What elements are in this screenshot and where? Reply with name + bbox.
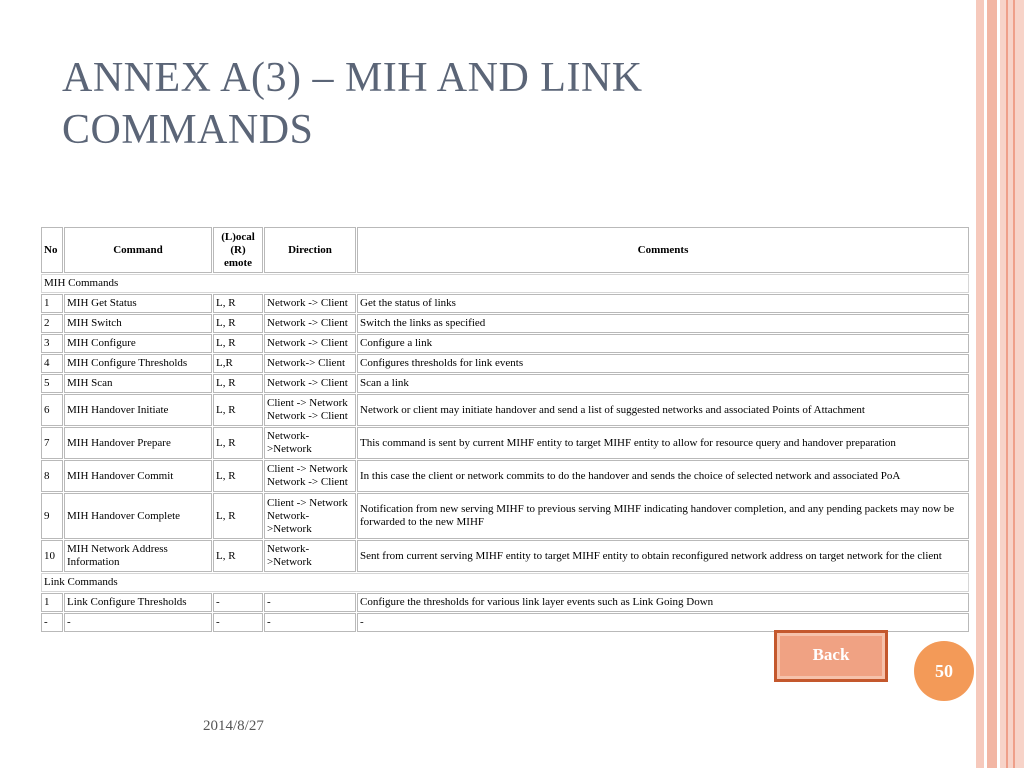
cell-command: MIH Configure bbox=[64, 334, 212, 353]
direction-line: - bbox=[267, 596, 271, 608]
cell-local-remote: L, R bbox=[213, 540, 263, 572]
cell-no: 7 bbox=[41, 427, 63, 459]
cell-command: MIH Switch bbox=[64, 314, 212, 333]
cell-direction bbox=[264, 427, 356, 459]
section-label-link: Link Commands bbox=[41, 573, 969, 592]
table-row bbox=[41, 427, 969, 459]
direction-line: Network -> Client bbox=[267, 377, 348, 389]
cell-no: 1 bbox=[41, 294, 63, 313]
table-row bbox=[41, 394, 969, 426]
cell-comments: Configure the thresholds for various link layer events such as Link Going Down bbox=[357, 593, 969, 612]
cell-comments: This command is sent by current MIHF entity to target MIHF entity to allow for resource query and handover preparation bbox=[357, 427, 969, 459]
slide-date: 2014/8/27 bbox=[203, 718, 264, 734]
direction-line: Network -> Client bbox=[267, 297, 348, 309]
table-row bbox=[41, 374, 969, 393]
cell-command: MIH Handover Commit bbox=[64, 460, 212, 492]
cell-local-remote: L, R bbox=[213, 427, 263, 459]
table-row bbox=[41, 314, 969, 333]
cell-direction bbox=[264, 394, 356, 426]
cell-local-remote: L, R bbox=[213, 314, 263, 333]
cell-comments: Network or client may initiate handover and send a list of suggested networks and associated Points of Attachment bbox=[357, 394, 969, 426]
table-row bbox=[41, 593, 969, 612]
cell-local-remote: L, R bbox=[213, 394, 263, 426]
header-local-line-2: (R) bbox=[230, 243, 246, 256]
direction-line: Network- bbox=[267, 430, 310, 442]
cell-command: Link Configure Thresholds bbox=[64, 593, 212, 612]
section-row-mih bbox=[41, 274, 969, 293]
cell-local-remote: L, R bbox=[213, 460, 263, 492]
direction-line: >Network bbox=[267, 556, 312, 568]
page-number-badge: 50 bbox=[914, 641, 974, 701]
cell-command: MIH Network Address Information bbox=[64, 540, 212, 572]
cell-no: 10 bbox=[41, 540, 63, 572]
table-row bbox=[41, 540, 969, 572]
cell-direction bbox=[264, 540, 356, 572]
table-row bbox=[41, 493, 969, 539]
cell-no: 6 bbox=[41, 394, 63, 426]
cell-command: MIH Get Status bbox=[64, 294, 212, 313]
cell-no: 9 bbox=[41, 493, 63, 539]
cell-command: MIH Scan bbox=[64, 374, 212, 393]
cell-comments: Notification from new serving MIHF to previous serving MIHF indicating handover completion, and any pending packets may now be forwarded to the new MIHF bbox=[357, 493, 969, 539]
cell-comments: Get the status of links bbox=[357, 294, 969, 313]
cell-no: 5 bbox=[41, 374, 63, 393]
back-button[interactable]: Back bbox=[774, 630, 888, 682]
cell-local-remote: - bbox=[213, 593, 263, 612]
cell-no: 4 bbox=[41, 354, 63, 373]
table-header-row bbox=[41, 227, 969, 273]
cell-direction bbox=[264, 314, 356, 333]
direction-line: Network-> Client bbox=[267, 357, 345, 369]
direction-line: Network -> Client bbox=[267, 317, 348, 329]
cell-comments: Configures thresholds for link events bbox=[357, 354, 969, 373]
decorative-stripes bbox=[976, 0, 1024, 768]
header-local-remote bbox=[213, 227, 263, 273]
table-row bbox=[41, 460, 969, 492]
slide-title bbox=[62, 52, 942, 156]
cell-direction bbox=[264, 593, 356, 612]
cell-direction bbox=[264, 493, 356, 539]
header-local-line-1: (L)ocal bbox=[221, 230, 255, 243]
cell-command: MIH Handover Initiate bbox=[64, 394, 212, 426]
table-row bbox=[41, 354, 969, 373]
cell-local-remote: L, R bbox=[213, 294, 263, 313]
direction-line: Client -> Network bbox=[267, 397, 348, 409]
cell-no: 8 bbox=[41, 460, 63, 492]
direction-line: Client -> Network bbox=[267, 463, 348, 475]
header-comments: Comments bbox=[357, 227, 969, 273]
direction-line: Network- bbox=[267, 509, 310, 522]
section-row-link bbox=[41, 573, 969, 592]
direction-line: Network- bbox=[267, 543, 310, 555]
cell-local-remote: - bbox=[213, 613, 263, 632]
cell-comments: Configure a link bbox=[357, 334, 969, 353]
cell-direction bbox=[264, 294, 356, 313]
direction-line: >Network bbox=[267, 522, 312, 535]
table-row bbox=[41, 294, 969, 313]
cell-command: MIH Handover Complete bbox=[64, 493, 212, 539]
direction-line: Network -> Client bbox=[267, 410, 348, 422]
cell-no: 3 bbox=[41, 334, 63, 353]
cell-comments: Sent from current serving MIHF entity to target MIHF entity to obtain reconfigured network address on target network for the client bbox=[357, 540, 969, 572]
title-line-2: COMMANDS bbox=[62, 107, 314, 153]
header-direction: Direction bbox=[264, 227, 356, 273]
header-no: No bbox=[41, 227, 63, 273]
cell-comments: In this case the client or network commits to do the handover and sends the choice of selected network and associated PoA bbox=[357, 460, 969, 492]
cell-command: - bbox=[64, 613, 212, 632]
table-row bbox=[41, 334, 969, 353]
cell-no: 1 bbox=[41, 593, 63, 612]
cell-command: MIH Configure Thresholds bbox=[64, 354, 212, 373]
commands-table-wrapper bbox=[40, 226, 970, 633]
title-line-1: ANNEX A(3) – MIH AND LINK bbox=[62, 55, 643, 101]
cell-direction bbox=[264, 613, 356, 632]
header-command: Command bbox=[64, 227, 212, 273]
cell-comments: Scan a link bbox=[357, 374, 969, 393]
direction-line: Client -> Network bbox=[267, 496, 348, 509]
direction-line: Network -> Client bbox=[267, 337, 348, 349]
cell-command: MIH Handover Prepare bbox=[64, 427, 212, 459]
cell-direction bbox=[264, 334, 356, 353]
cell-local-remote: L,R bbox=[213, 354, 263, 373]
commands-table bbox=[40, 226, 970, 633]
direction-line: - bbox=[267, 616, 271, 628]
cell-direction bbox=[264, 374, 356, 393]
direction-line: Network -> Client bbox=[267, 476, 348, 488]
cell-direction bbox=[264, 460, 356, 492]
cell-no: 2 bbox=[41, 314, 63, 333]
cell-local-remote: L, R bbox=[213, 493, 263, 539]
table-body bbox=[41, 274, 969, 632]
cell-comments: - bbox=[357, 613, 969, 632]
cell-no: - bbox=[41, 613, 63, 632]
header-local-line-3: emote bbox=[223, 256, 253, 269]
cell-local-remote: L, R bbox=[213, 334, 263, 353]
cell-direction bbox=[264, 354, 356, 373]
cell-comments: Switch the links as specified bbox=[357, 314, 969, 333]
direction-line: >Network bbox=[267, 443, 312, 455]
section-label-mih: MIH Commands bbox=[41, 274, 969, 293]
cell-local-remote: L, R bbox=[213, 374, 263, 393]
